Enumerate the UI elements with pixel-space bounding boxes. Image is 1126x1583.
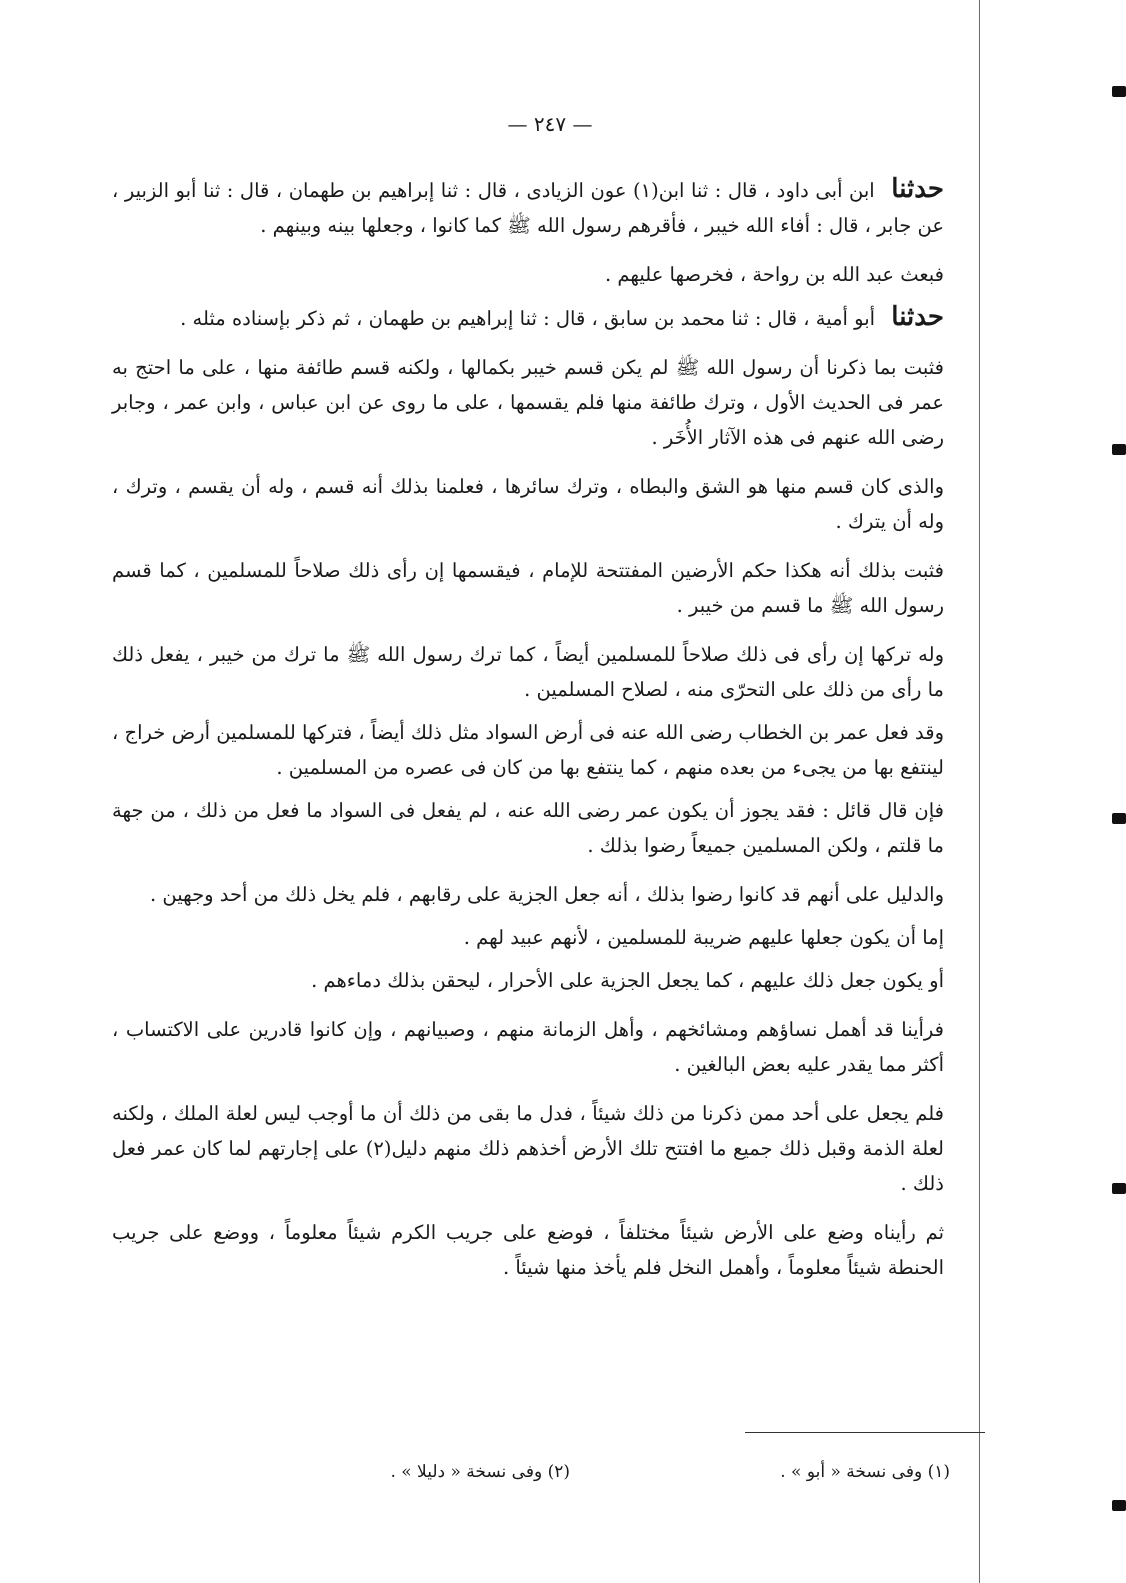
paragraph: ثم رأيناه وضع على الأرض شيئاً مختلفاً ، فوضع على جريب الكرم شيئاً معلوماً ، ووضع على جريب الحنطة شيئاً معلوماً ، وأهمل النخل فلم يأخذ منها شيئاً . xyxy=(112,1221,945,1279)
hadith-lead-word: حدثنا xyxy=(891,174,944,204)
page-number: — ٢٤٧ — xyxy=(507,112,593,136)
paragraph: فرأينا قد أهمل نساؤهم ومشائخهم ، وأهل الزمانة منهم ، وصبيانهم ، وإن كانوا قادرين على الاكتساب ، أكثر مما يقدر عليه بعض البالغين . xyxy=(112,1018,944,1076)
scan-edge-mark xyxy=(1112,444,1126,455)
paragraph: وقد فعل عمر بن الخطاب رضى الله عنه فى أرض السواد مثل ذلك أيضاً ، فتركها للمسلمين أرض خراج ، لينتفع بها من يجىء من بعده منهم ، كما ينتفع بها من كان فى عصره من المسلمين . xyxy=(112,721,944,779)
paragraph: فإن قال قائل : فقد يجوز أن يكون عمر رضى الله عنه ، لم يفعل فى السواد ما فعل من ذلك ، من جهة ما قلتم ، ولكن المسلمين جميعاً رضوا بذلك . xyxy=(112,799,944,857)
paragraph-text: ابن أبى داود ، قال : ثنا ابن(١) عون الزيادى ، قال : ثنا إبراهيم بن طهمان ، قال : ثنا أبو الزبير ، عن جابر ، قال : أفاء الله خيبر ، فأقرهم رسول الله ﷺ كما كانوا ، وجعلها بينه وبينهم . xyxy=(112,179,944,237)
paragraph: والدليل على أنهم قد كانوا رضوا بذلك ، أنه جعل الجزية على رقابهم ، فلم يخل ذلك من أحد وجهين . xyxy=(149,883,944,906)
paragraph: فثبت بما ذكرنا أن رسول الله ﷺ لم يكن قسم خيبر بكمالها ، ولكنه قسم طائفة منها ، على ما احتج به عمر فى الحديث الأول ، وترك طائفة منها فلم يقسمها ، على ما روى عن ابن عباس ، وابن عمر ، وجابر رضى الله عنهم فى هذه الآثار الأُخَر . xyxy=(112,356,944,449)
footnotes xyxy=(360,1462,950,1492)
paragraph: فلم يجعل على أحد ممن ذكرنا من ذلك شيئاً ، فدل ما بقى من ذلك أن ما أوجب ليس لعلة الملك ، ولكنه لعلة الذمة وقبل ذلك جميع ما افتتح تلك الأرض أخذهم ذلك منهم دليل(٢) على إجارتهم لما كان عمر فعل ذلك . xyxy=(112,1102,944,1195)
paragraph xyxy=(112,300,982,336)
paragraph: فثبت بذلك أنه هكذا حكم الأرضين المفتتحة للإمام ، فيقسمها إن رأى ذلك صلاحاً للمسلمين ، كما قسم رسول الله ﷺ ما قسم من خيبر . xyxy=(112,559,944,617)
paragraph: فبعث عبد الله بن رواحة ، فخرصها عليهم . xyxy=(605,263,944,286)
scan-edge-mark xyxy=(1112,1183,1126,1194)
paragraph: أو يكون جعل ذلك عليهم ، كما يجعل الجزية على الأحرار ، ليحقن بذلك دماءهم . xyxy=(311,969,944,992)
main-text xyxy=(112,172,982,1285)
paragraph: إما أن يكون جعلها عليهم ضريبة للمسلمين ، لأنهم عبيد لهم . xyxy=(463,926,944,949)
scan-edge-mark xyxy=(1112,1500,1126,1511)
footnote-1: (١) وفى نسخة « أبو » . xyxy=(780,1462,950,1482)
paragraph: وله تركها إن رأى فى ذلك صلاحاً للمسلمين أيضاً ، كما ترك رسول الله ﷺ ما ترك من خيبر ، يفعل ذلك ما رأى من ذلك على التحرّى منه ، لصلاح المسلمين . xyxy=(112,643,944,701)
paragraph-text: أبو أمية ، قال : ثنا محمد بن سابق ، قال : ثنا إبراهيم بن طهمان ، ثم ذكر بإسناده مثله . xyxy=(180,307,876,330)
scan-edge-mark xyxy=(1112,86,1126,97)
paragraph: والذى كان قسم منها هو الشق والبطاه ، وترك سائرها ، فعلمنا بذلك أنه قسم ، وله أن يقسم ، وترك ، وله أن يترك . xyxy=(112,475,944,533)
scan-edge-mark xyxy=(1112,813,1126,824)
footnote-2: (٢) وفى نسخة « دليلا » . xyxy=(390,1462,570,1482)
hadith-lead-word: حدثنا xyxy=(891,302,944,332)
paragraph xyxy=(112,172,982,243)
footnote-rule xyxy=(745,1432,985,1433)
